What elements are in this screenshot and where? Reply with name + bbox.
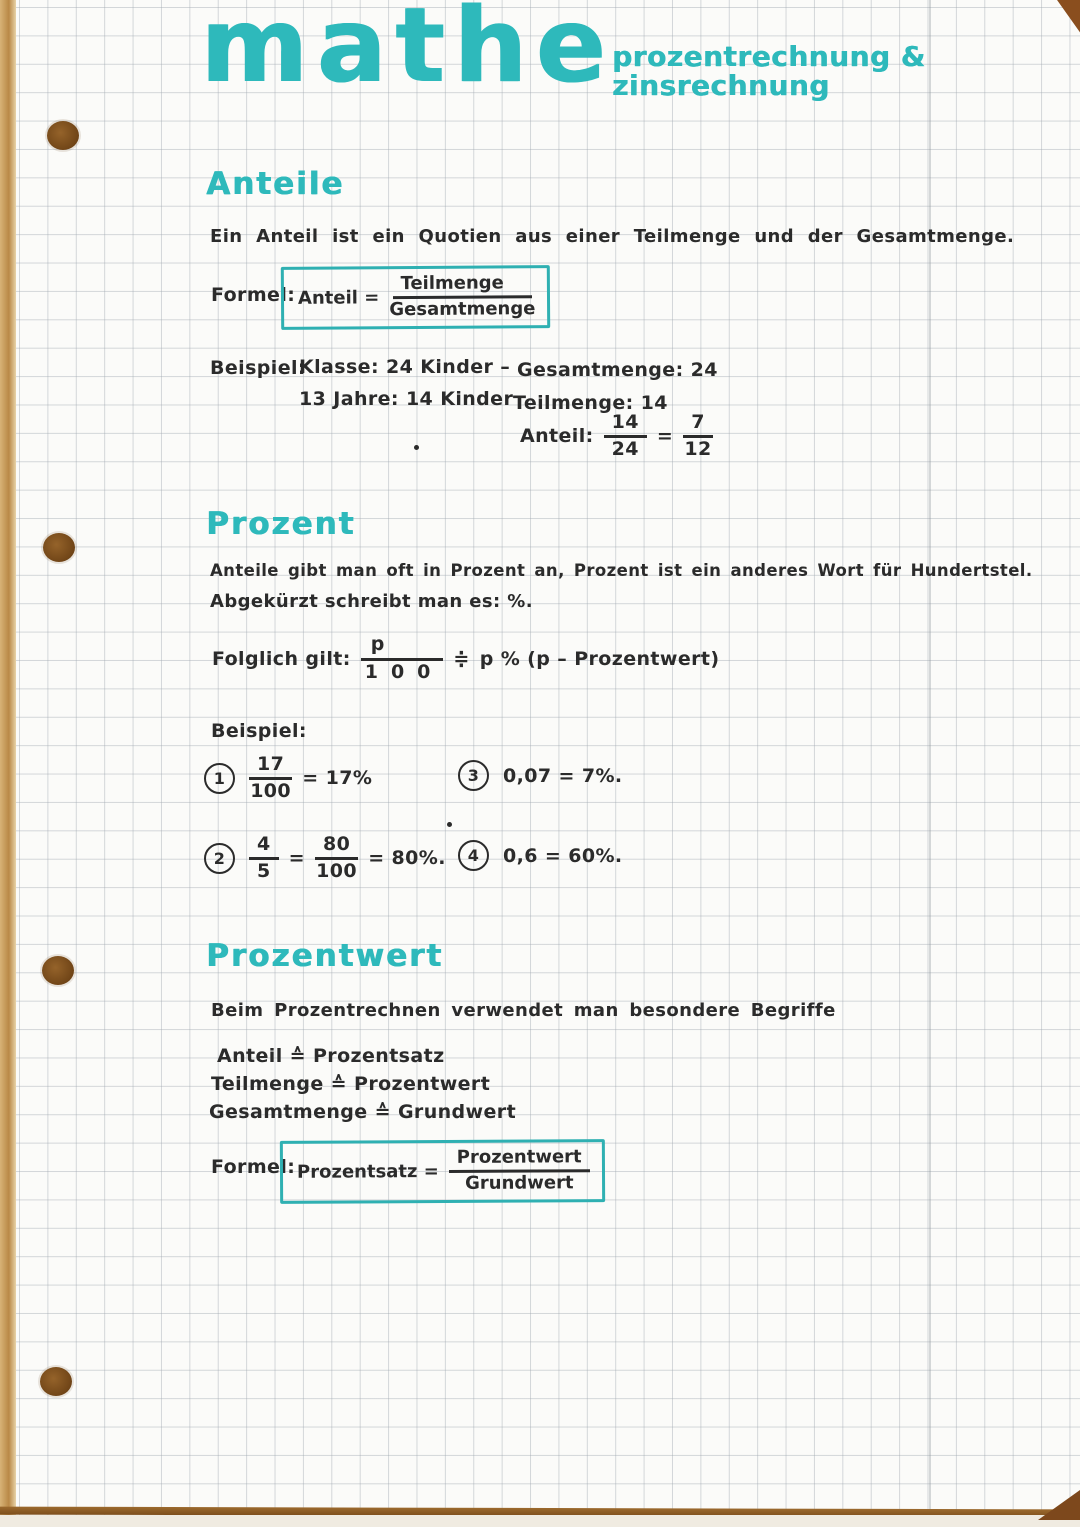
anteile-result-row	[520, 412, 713, 461]
definition-anteil: Anteil ≙ Prozentsatz	[217, 1045, 445, 1067]
fraction-numerator: 7	[683, 412, 713, 438]
example-2-number-badge: 2	[204, 843, 235, 874]
example-1-result: = 17%	[302, 767, 373, 790]
desk-edge-left	[0, 0, 16, 1527]
anteil-label: Anteil:	[520, 425, 594, 448]
example-3-text: 0,07 = 7%.	[503, 764, 623, 787]
binder-hole	[43, 533, 75, 562]
desk-below-page	[0, 1515, 1080, 1527]
anteile-teilmenge-value: Teilmenge: 14	[513, 392, 668, 414]
anteile-intro-text: Ein Anteil ist ein Quotien aus einer Teilmenge und der Gesamtmenge.	[210, 226, 1015, 247]
anteile-formula-lhs: Anteil =	[297, 286, 380, 309]
example-3-number-badge: 3	[458, 760, 489, 791]
anteil-fraction-1	[604, 412, 647, 461]
example-4-row	[458, 840, 623, 871]
example-4-text: 0,6 = 60%.	[503, 844, 623, 867]
prozent-intro-line2: Abgekürzt schreibt man es: %.	[210, 591, 533, 612]
fraction-denominator: Gesamtmenge	[389, 297, 536, 320]
ink-dot	[447, 822, 452, 827]
fraction-denominator: 100	[364, 660, 444, 683]
example-2-result: = 80%.	[368, 847, 446, 870]
folglich-label: Folglich gilt:	[212, 647, 351, 670]
binder-hole	[40, 1367, 72, 1396]
example-2-fraction-2	[315, 834, 358, 883]
prozent-beispiel-label: Beispiel:	[211, 720, 307, 742]
fraction-denominator: 12	[684, 437, 712, 460]
anteile-gesamtmenge-value: Gesamtmenge: 24	[517, 359, 718, 381]
anteile-beispiel-label: Beispiel:	[210, 357, 306, 379]
page-subtitle-line1: prozentrechnung &	[612, 40, 926, 73]
fraction-numerator: 80	[315, 834, 358, 860]
prozentwert-formula-fraction	[449, 1147, 590, 1194]
corresponds-sign: ≑	[453, 647, 470, 670]
section-heading-anteile: Anteile	[206, 166, 345, 202]
fraction-denominator: 100	[250, 779, 292, 802]
prozent-folglich-row	[212, 634, 719, 684]
prozent-intro-line1: Anteile gibt man oft in Prozent an, Prozent ist ein anderes Wort für Hundertstel.	[210, 561, 1033, 580]
anteile-formel-label: Formel:	[211, 284, 296, 306]
prozentwert-formula-box	[280, 1139, 605, 1204]
example-2-row	[204, 834, 446, 883]
binder-hole	[42, 956, 74, 985]
fraction-numerator: p	[361, 634, 444, 661]
fraction-denominator: Grundwert	[465, 1172, 574, 1194]
fraction-numerator: 14	[604, 412, 647, 438]
example-2-fraction-1	[249, 834, 279, 883]
fraction-numerator: Prozentwert	[449, 1147, 590, 1172]
example-1-fraction	[249, 754, 292, 803]
example-1-number-badge: 1	[204, 763, 235, 794]
anteil-fraction-2	[683, 412, 713, 461]
equals-sign: =	[288, 847, 305, 870]
example-4-number-badge: 4	[458, 840, 489, 871]
anteile-beispiel-klasse: Klasse: 24 Kinder –	[299, 356, 511, 378]
prozentwert-intro-text: Beim Prozentrechnen verwendet man besondere Begriffe	[211, 1000, 836, 1021]
anteile-formula-fraction	[389, 273, 535, 320]
fraction-denominator: 5	[257, 859, 271, 882]
fraction-denominator: 100	[316, 859, 358, 882]
example-1-row	[204, 754, 372, 803]
definition-teilmenge: Teilmenge ≙ Prozentwert	[211, 1073, 491, 1095]
p-over-100-fraction	[361, 634, 444, 684]
anteile-formula-box	[281, 265, 551, 330]
fraction-denominator: 24	[611, 437, 639, 460]
fraction-numerator: 17	[249, 754, 292, 780]
page-title: mathe	[200, 0, 615, 106]
page-subtitle-line2: zinsrechnung	[612, 69, 830, 102]
anteile-beispiel-jahre: 13 Jahre: 14 Kinder	[299, 388, 514, 410]
folglich-rhs: p % (p – Prozentwert)	[479, 647, 720, 670]
fraction-numerator: 4	[249, 834, 279, 860]
ink-dot	[414, 445, 419, 450]
equals-sign: =	[656, 425, 674, 448]
definition-gesamtmenge: Gesamtmenge ≙ Grundwert	[209, 1101, 517, 1123]
section-heading-prozentwert: Prozentwert	[206, 938, 444, 974]
fraction-numerator: Teilmenge	[392, 273, 531, 299]
binder-hole	[47, 121, 79, 150]
prozentwert-formula-lhs: Prozentsatz =	[296, 1160, 439, 1183]
prozentwert-formel-label: Formel:	[211, 1156, 296, 1178]
section-heading-prozent: Prozent	[206, 506, 356, 542]
example-3-row	[458, 760, 623, 791]
